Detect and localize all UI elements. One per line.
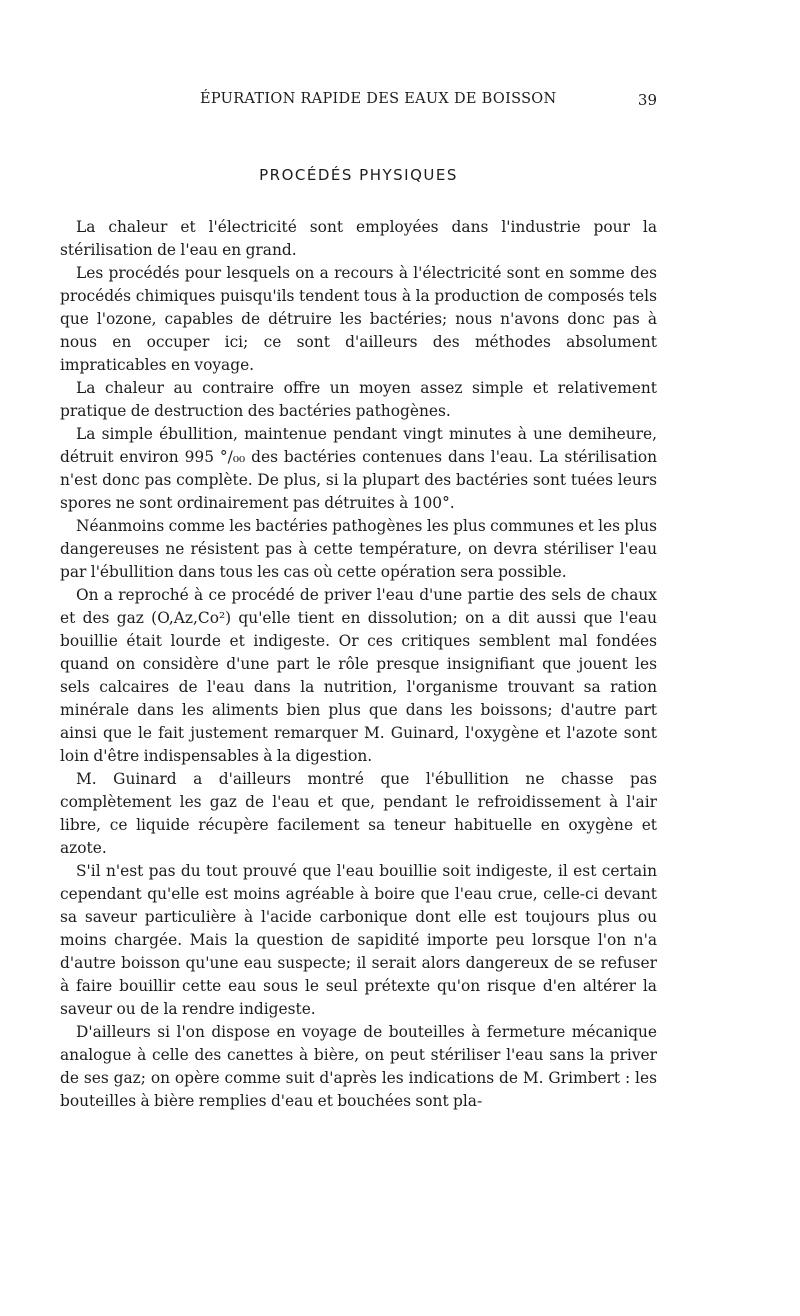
page-number: 39 xyxy=(637,91,657,109)
paragraph: La chaleur au contraire offre un moyen assez simple et relativement pratique de destruction des bactéries pathogènes. xyxy=(60,379,657,420)
paragraph: Les procédés pour lesquels on a recours à l'électricité sont en somme des procédés chimiques puisqu'ils tendent tous à la production de composés tels que l'ozone, capables de détruire les bactéries; nous n'avons donc pas à nous en occuper ici; ce sont d'ailleurs des méthodes absolument impraticables en voyage. xyxy=(60,264,657,374)
paragraph: S'il n'est pas du tout prouvé que l'eau bouillie soit indigeste, il est certain cependant qu'elle est moins agréable à boire que l'eau crue, celle-ci devant sa saveur particulière à l'acide carbonique dont elle est toujours plus ou moins chargée. Mais la question de sapidité importe peu lorsque l'on n'a d'autre boisson qu'une eau suspecte; il serait alors dangereux de se refuser à faire bouillir cette eau sous le seul prétexte qu'on risque d'en altérer la saveur ou de la rendre indigeste. xyxy=(60,862,657,1018)
paragraph: M. Guinard a d'ailleurs montré que l'ébullition ne chasse pas complètement les gaz de l'eau et que, pendant le refroidissement à l'air libre, ce liquide récupère facilement sa teneur habituelle en oxygène et azote. xyxy=(60,770,657,857)
paragraph: Néanmoins comme les bactéries pathogènes les plus communes et les plus dangereuses ne résistent pas à cette température, on devra stériliser l'eau par l'ébullition dans tous les cas où cette opération sera possible. xyxy=(60,517,658,581)
paragraph: On a reproché à ce procédé de priver l'eau d'une partie des sels de chaux et des gaz (O,Az,Co²) qu'elle tient en dissolution; on a dit aussi que l'eau bouillie était lourde et indigeste. Or ces critiques semblent mal fondées quand on considère d'une part le rôle presque insignifiant que jouent les sels calcaires de l'eau dans la nutrition, l'organisme trouvant sa ration minérale dans les aliments bien plus que dans les boissons; d'autre part ainsi que le fait justement remarquer M. Guinard, l'oxygène et l'azote sont loin d'être indispensables à la digestion. xyxy=(60,586,657,765)
body-text xyxy=(60,216,657,1113)
section-heading: PROCÉDÉS PHYSIQUES xyxy=(259,166,458,184)
running-title: ÉPURATION RAPIDE DES EAUX DE BOISSON xyxy=(200,91,557,107)
running-header xyxy=(60,91,657,113)
paragraph: D'ailleurs si l'on dispose en voyage de bouteilles à fermeture mécanique analogue à celle des canettes à bière, on peut stériliser l'eau sans la priver de ses gaz; on opère comme suit d'après les indications de M. Grimbert : les bouteilles à bière remplies d'eau et bouchées sont pla- xyxy=(60,1023,657,1110)
paragraph: La chaleur et l'électricité sont employées dans l'industrie pour la stérilisation de l'eau en grand. xyxy=(60,218,657,259)
paragraph: La simple ébullition, maintenue pendant vingt minutes à une demiheure, détruit environ 995 °/₀₀ des bactéries contenues dans l'eau. La stérilisation n'est donc pas complète. De plus, si la plupart des bactéries sont tuées leurs spores ne sont ordinairement pas détruites à 100°. xyxy=(60,425,657,512)
